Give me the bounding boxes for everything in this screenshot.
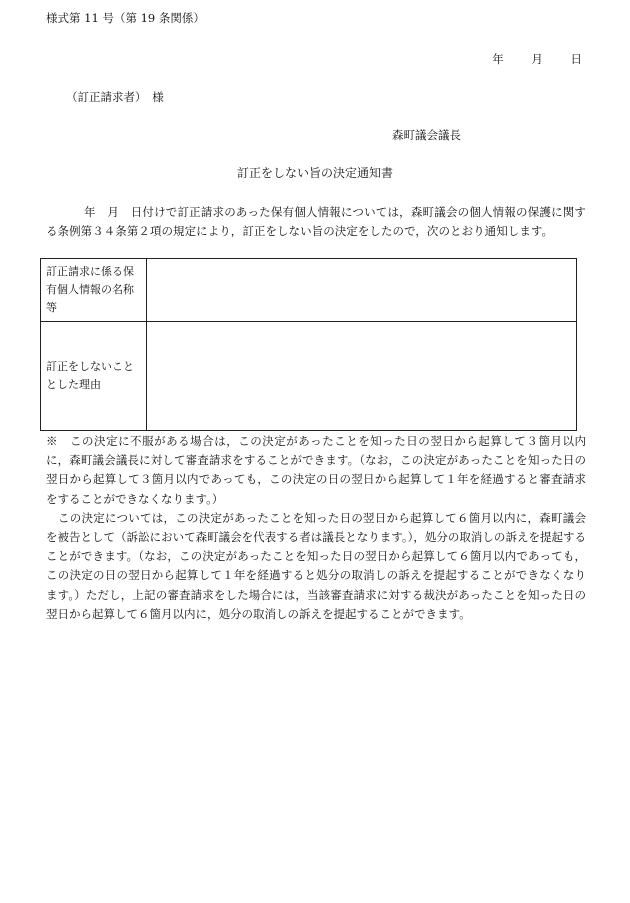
date-day: 日 bbox=[570, 52, 582, 66]
addressee: （訂正請求者） 様 bbox=[66, 90, 164, 104]
sender: 森町議会議長 bbox=[392, 128, 461, 142]
date-year: 年 bbox=[492, 52, 504, 66]
date-month: 月 bbox=[531, 52, 543, 66]
notes-section bbox=[46, 432, 586, 624]
row-label-info-name: 訂正請求に係る保有個人情報の名称等 bbox=[41, 259, 147, 322]
form-number: 様式第 11 号（第 19 条関係） bbox=[46, 11, 205, 25]
date-line bbox=[492, 54, 582, 66]
document-title: 訂正をしない旨の決定通知書 bbox=[236, 166, 393, 180]
intro-paragraph: 年 月 日付けで訂正請求のあった保有個人情報については，森町議会の個人情報の保護に関する条例第３４条第２項の規定により，訂正をしない旨の決定をしたので，次のとおり通知します。 bbox=[46, 205, 586, 238]
row-label-reason: 訂正をしないこととした理由 bbox=[41, 322, 147, 431]
table-row bbox=[41, 322, 577, 431]
row-value-info-name bbox=[147, 259, 577, 322]
row-value-reason bbox=[147, 322, 577, 431]
review-notice: ※ この決定に不服がある場合は，この決定があったことを知った日の翌日から起算して３箇月以内に，森町議会議長に対して審査請求をすることができます。（なお，この決定があったことを知った日の翌日から起算して３箇月以内であっても，この決定の日の翌日から起算して１年を経過すると審査請求をすることができなくなります。） bbox=[46, 434, 586, 506]
table-row bbox=[41, 259, 577, 322]
info-table bbox=[40, 258, 577, 431]
lawsuit-notice: この決定については，この決定があったことを知った日の翌日から起算して６箇月以内に，森町議会を被告として（訴訟において森町議会を代表する者は議長となります。），処分の取消しの訴えを提起することができます。（なお，この決定があったことを知った日の翌日から起算して６箇月以内であっても，この決定の日の翌日から起算して１年を経過すると処分の取消しの訴えを提起することができなくなります。）ただし，上記の審査請求をした場合には，当該審査請求に対する裁決があったことを知った日の翌日から起算して６箇月以内に，処分の取消しの訴えを提起することができます。 bbox=[46, 510, 586, 621]
